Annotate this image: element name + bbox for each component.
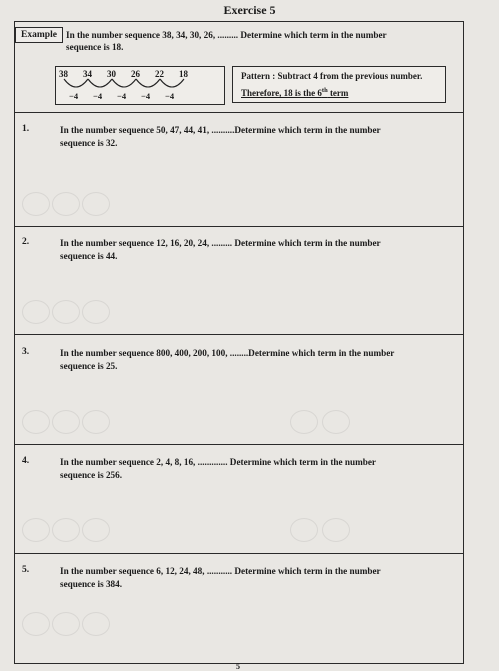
sequence-difference-1: −4: [69, 91, 79, 101]
sequence-term-1: 38: [59, 69, 68, 79]
pattern-conclusion-suffix: term: [327, 88, 349, 98]
example-label: Example: [15, 27, 63, 43]
section-divider: [14, 226, 464, 227]
question-1-number: 1.: [22, 124, 30, 134]
section-divider: [14, 334, 464, 335]
pattern-conclusion-text: Therefore, 18 is the 6: [241, 88, 322, 98]
pattern-conclusion-ordinal: th: [321, 87, 328, 94]
example-question-line-2: sequence is 18.: [66, 42, 124, 52]
question-2-line-1: In the number sequence 12, 16, 20, 24, ......... Determine which term in the number: [60, 238, 381, 248]
question-4-number: 4.: [22, 456, 30, 466]
question-5-number: 5.: [22, 565, 30, 575]
question-3-line-1: In the number sequence 800, 400, 200, 100, ........Determine which term in the number: [60, 348, 395, 358]
question-5-line-2: sequence is 384.: [60, 579, 123, 589]
sequence-difference-4: −4: [141, 91, 151, 101]
question-1-line-2: sequence is 32.: [60, 138, 118, 148]
sequence-term-5: 22: [155, 69, 164, 79]
question-2-number: 2.: [22, 237, 30, 247]
section-divider: [14, 112, 464, 113]
sequence-term-3: 30: [107, 69, 116, 79]
section-divider: [14, 444, 464, 445]
pattern-rule: Pattern : Subtract 4 from the previous number.: [241, 71, 423, 81]
sequence-term-6: 18: [179, 69, 188, 79]
sequence-difference-2: −4: [93, 91, 103, 101]
question-4-line-1: In the number sequence 2, 4, 8, 16, ............. Determine which term in the number: [60, 457, 377, 467]
sequence-term-2: 34: [83, 69, 92, 79]
question-5-line-1: In the number sequence 6, 12, 24, 48, ........... Determine which term in the number: [60, 566, 381, 576]
page-title: Exercise 5: [223, 3, 276, 17]
page-number: 5: [236, 662, 240, 671]
question-2-line-2: sequence is 44.: [60, 251, 118, 261]
example-sequence-box: [55, 66, 225, 105]
sequence-difference-5: −4: [165, 91, 175, 101]
pattern-box: [232, 66, 446, 103]
example-question-line-1: In the number sequence 38, 34, 30, 26, ......... Determine which term in the number: [66, 30, 387, 40]
question-4-line-2: sequence is 256.: [60, 470, 123, 480]
section-divider: [14, 553, 464, 554]
question-3-line-2: sequence is 25.: [60, 361, 118, 371]
sequence-difference-3: −4: [117, 91, 127, 101]
question-1-line-1: In the number sequence 50, 47, 44, 41, ..........Determine which term in the number: [60, 125, 381, 135]
pattern-conclusion: [241, 85, 445, 99]
sequence-term-4: 26: [131, 69, 140, 79]
question-3-number: 3.: [22, 347, 30, 357]
